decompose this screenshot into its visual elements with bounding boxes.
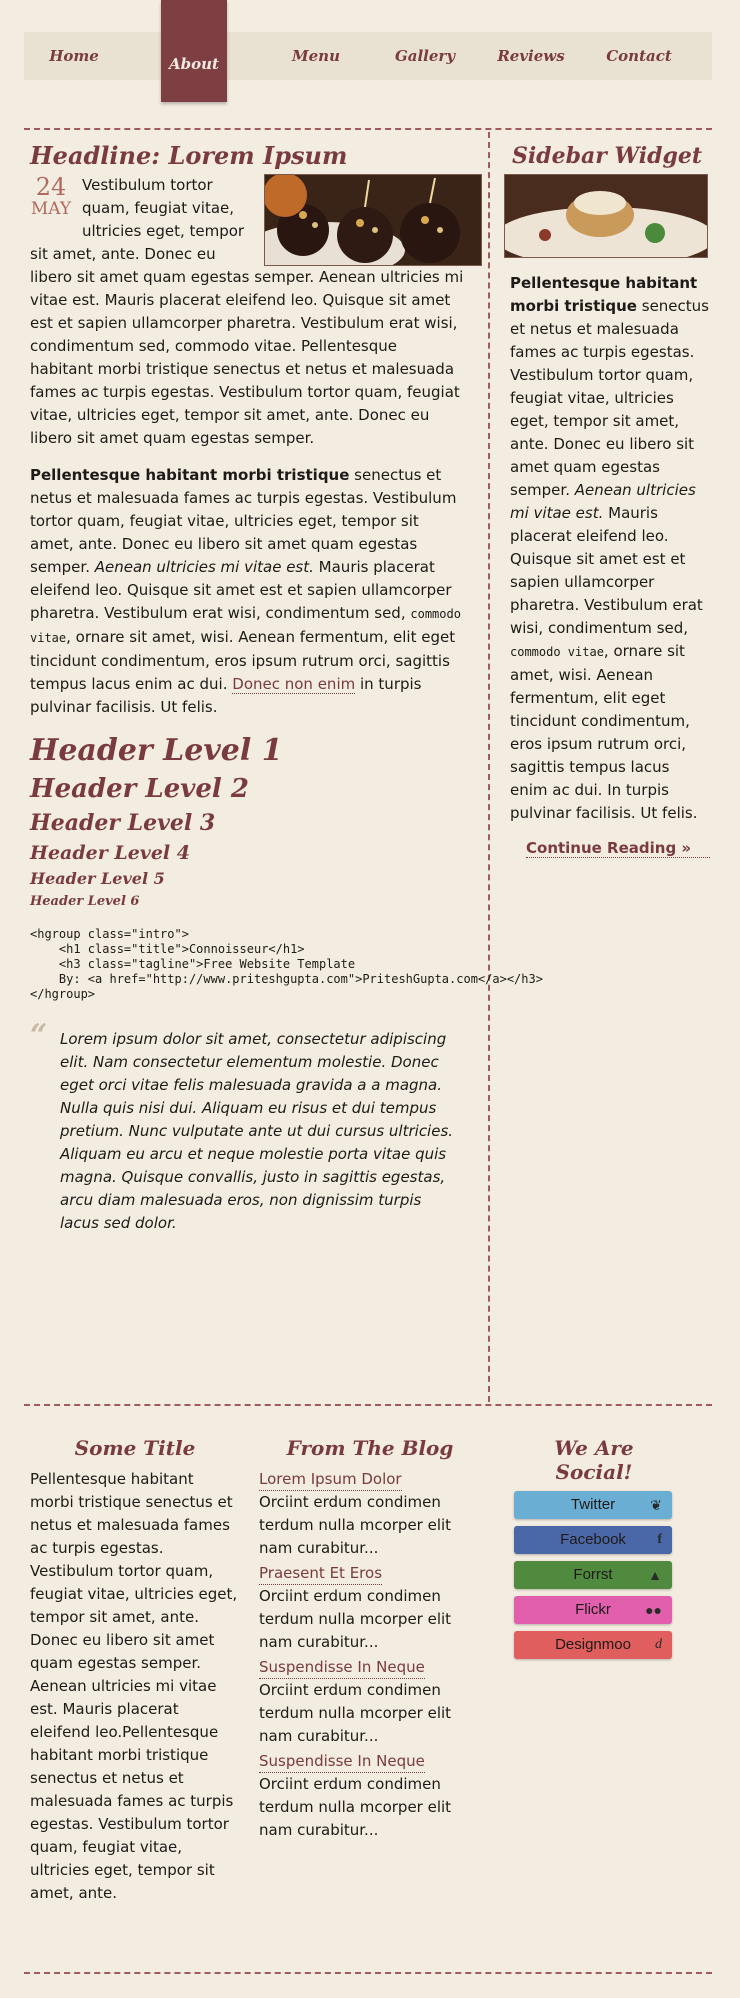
flickr-dots-icon: ●● [645, 1602, 662, 1618]
blockquote [30, 1018, 464, 1235]
main-navigation [24, 32, 712, 80]
main-content [30, 141, 543, 1235]
p2-text-d: in turpis pulvinar facilisis. Ut felis. [30, 675, 422, 716]
nav-gallery[interactable]: Gallery [394, 47, 456, 65]
sidebar-bold: Pellentesque habitant morbi tristique [510, 274, 698, 315]
header-samples [30, 731, 464, 913]
nav-active-ribbon [161, 0, 227, 102]
header-level-5: Header Level 5 [30, 869, 165, 888]
quote-mark-icon: “ [30, 1018, 48, 1053]
article-thumbnail [264, 174, 482, 266]
facebook-f-icon: f [657, 1532, 662, 1547]
nav-reviews[interactable]: Reviews [497, 47, 565, 65]
sidebar-image [504, 174, 708, 258]
article-paragraph-2 [30, 464, 464, 719]
nav-contact[interactable]: Contact [606, 47, 672, 65]
designmoo-button[interactable] [514, 1631, 672, 1659]
post-date-month: MAY [30, 199, 72, 219]
sidebar-code: commodo vitae [510, 645, 604, 659]
blockquote-text: Lorem ipsum dolor sit amet, consectetur adipiscing elit. Nam consectetur elementum molestie. Donec eget orci vitae felis malesuada gravida a a magna. Nulla quis nisi dui. Aliquam eu risus et dui tempus pretium. Nunc vulputate ante ut dui cursus ultricies. Aliquam eu arcu et neque molestie porta vitae quis magna. Quisque convallis, justo in sagittis egestas, arcu diam malesuada eros, non dignissim turpis lacus sed dolor. [60, 1030, 454, 1232]
post-date [30, 174, 72, 218]
nav-menu[interactable]: Menu [292, 47, 340, 65]
p2-text-b: Mauris placerat eleifend leo. Quisque sit amet est et sapien ullamcorper pharetra. Vestibulum erat wisi, condimentum sed, [30, 558, 452, 622]
footer-col-blog [259, 1436, 481, 1844]
footer-col-some-title [30, 1436, 240, 1905]
continue-reading-link[interactable]: Continue Reading » [526, 839, 710, 858]
footer-col2-title: From The Blog [286, 1436, 454, 1460]
post-date-day: 24 [35, 173, 67, 201]
forrst-label: Forrst [573, 1566, 613, 1583]
p2-italic: Aenean ultricies mi vitae est. [94, 558, 314, 576]
nav-home[interactable]: Home [49, 47, 99, 65]
designmoo-d-icon: d [655, 1637, 662, 1652]
header-divider [24, 128, 712, 130]
p2-link[interactable]: Donec non enim [232, 675, 356, 693]
twitter-bird-icon: ❦ [650, 1497, 662, 1513]
blog-item-text: Orciint erdum condimen terdum nulla mcorper elit nam curabitur... [259, 1493, 452, 1557]
facebook-button[interactable] [514, 1526, 672, 1554]
flickr-label: Flickr [575, 1601, 611, 1618]
footer-col1-title: Some Title [74, 1436, 196, 1460]
blog-item [259, 1562, 481, 1654]
sidebar [504, 142, 710, 858]
blog-item-text: Orciint erdum condimen terdum nulla mcorper elit nam curabitur... [259, 1775, 452, 1839]
blog-item-title[interactable]: Suspendisse In Neque [259, 1656, 425, 1679]
flickr-button[interactable] [514, 1596, 672, 1624]
p2-text-a: senectus et netus et malesuada fames ac turpis egestas. Vestibulum tortor quam, feugiat vitae, ultricies eget, tempor sit amet, ante. Donec eu libero sit amet quam egestas semper. [30, 466, 457, 576]
blog-item [259, 1750, 481, 1842]
sidebar-italic: Aenean ultricies mi vitae est. [510, 481, 696, 522]
footer-divider-bottom [24, 1972, 712, 1974]
header-level-3: Header Level 3 [30, 810, 216, 836]
blog-item-title[interactable]: Lorem Ipsum Dolor [259, 1468, 402, 1491]
p2-text-c: , ornare sit amet, wisi. Aenean fermentum, elit eget tincidunt condimentum, eros ipsum rutrum orci, sagittis tempus lacus enim ac dui. [30, 628, 456, 693]
designmoo-label: Designmoo [555, 1636, 631, 1653]
article-headline: Headline: Lorem Ipsum [30, 141, 348, 170]
sidebar-title: Sidebar Widget [511, 143, 703, 169]
header-level-6: Header Level 6 [30, 894, 140, 909]
forrst-button[interactable] [514, 1561, 672, 1589]
header-level-1: Header Level 1 [30, 733, 283, 768]
blog-item-title[interactable]: Suspendisse In Neque [259, 1750, 425, 1773]
p2-bold: Pellentesque habitant morbi tristique [30, 466, 350, 484]
code-sample: <hgroup class="intro"> <h1 class="title">Connoisseur</h1> <h3 class="tagline">Free Website Template By: <a href="http://www.priteshgupta.com">PriteshGupta.com</a></h3> </hgroup> [30, 927, 543, 1001]
blog-item [259, 1656, 481, 1748]
header-level-2: Header Level 2 [30, 774, 249, 804]
sidebar-text-3: , ornare sit amet, wisi. Aenean fermentum, elit eget tincidunt condimentum, eros ipsum rutrum orci, sagittis tempus lacus enim ac dui. In turpis pulvinar facilisis. Ut felis. [510, 642, 698, 822]
nav-about[interactable]: About [169, 55, 219, 73]
blog-item-title[interactable]: Praesent Et Eros [259, 1562, 382, 1585]
article-paragraph-1-text: Vestibulum tortor quam, feugiat vitae, ultricies eget, tempor sit amet, ante. Donec eu libero sit amet quam egestas semper. Aenean ultricies mi vitae est. Mauris placerat eleifend leo. Quisque sit amet est et sapien ullamcorper pharetra. Vestibulum erat wisi, condimentum sed, commodo vitae. Pellentesque habitant morbi tristique senectus et netus et malesuada fames ac turpis egestas. Vestibulum tortor quam, feugiat vitae, ultricies eget, tempor sit amet, ante. Donec eu libero sit amet quam egestas semper. [30, 176, 464, 447]
footer-col-social [514, 1436, 674, 1659]
sidebar-text [504, 272, 710, 825]
blog-item [259, 1468, 481, 1560]
blog-item-text: Orciint erdum condimen terdum nulla mcorper elit nam curabitur... [259, 1587, 452, 1651]
p2-code: commodo vitae [30, 607, 461, 645]
sidebar-text-1: senectus et netus et malesuada fames ac turpis egestas. Vestibulum tortor quam, feugiat vitae, ultricies eget, tempor sit amet, ante. Donec eu libero sit amet quam egestas semper. [510, 297, 709, 499]
footer-col3-title: We Are Social! [554, 1436, 634, 1484]
blog-item-text: Orciint erdum condimen terdum nulla mcorper elit nam curabitur... [259, 1681, 452, 1745]
forrst-tree-icon: ▲ [648, 1567, 662, 1583]
footer-divider-top [24, 1404, 712, 1406]
social-buttons [514, 1491, 674, 1659]
column-divider [488, 132, 490, 1402]
sidebar-text-2: Mauris placerat eleifend leo. Quisque sit amet est et sapien ullamcorper pharetra. Vestibulum erat wisi, condimentum sed, [510, 504, 703, 637]
twitter-label: Twitter [570, 1496, 616, 1513]
article [30, 174, 464, 719]
twitter-button[interactable] [514, 1491, 672, 1519]
header-level-4: Header Level 4 [30, 842, 190, 864]
facebook-label: Facebook [560, 1531, 626, 1548]
footer-col1-text: Pellentesque habitant morbi tristique senectus et netus et malesuada fames ac turpis egestas. Vestibulum tortor quam, feugiat vitae, ultricies eget, tempor sit amet, ante. Donec eu libero sit amet quam egestas semper. Aenean ultricies mi vitae est. Mauris placerat eleifend leo.Pellentesque habitant morbi tristique senectus et netus et malesuada fames ac turpis egestas. Vestibulum tortor quam, feugiat vitae, ultricies eget, tempor sit amet, ante. [30, 1470, 238, 1902]
blog-list [259, 1468, 481, 1842]
